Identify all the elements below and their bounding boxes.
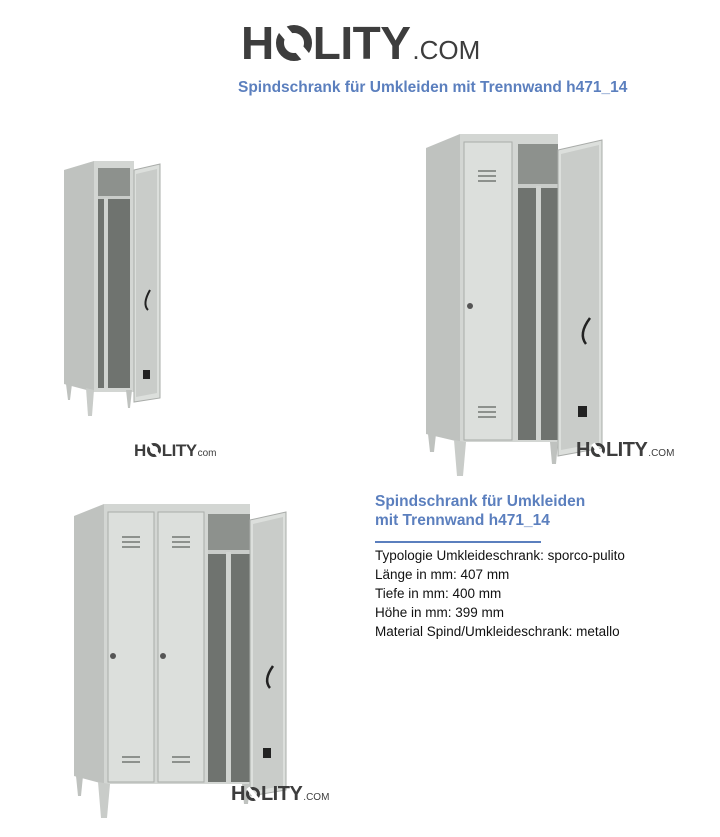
logo-text: LITY: [260, 783, 303, 805]
locker-image-single: [58, 158, 166, 418]
spec-depth: Tiefe in mm: 400 mm: [375, 586, 502, 601]
logo-letter-h: H: [134, 441, 146, 460]
spec-typology: Typologie Umkleideschrank: sporco-pulito: [375, 548, 625, 563]
logo-ring-icon: [591, 443, 605, 457]
product-heading-line: Spindschrank für Umkleiden: [375, 493, 586, 510]
holity-logo[interactable]: [241, 17, 481, 73]
holity-logo-small[interactable]: [231, 784, 329, 808]
logo-ring-icon: [246, 787, 260, 801]
logo-domain: .COM: [303, 792, 330, 803]
logo-domain: com: [197, 448, 217, 459]
logo-letter-h: H: [241, 17, 274, 69]
logo-text: LITY: [312, 17, 411, 69]
logo-text: LITY: [161, 441, 197, 460]
spec-material: Material Spind/Umkleideschrank: metallo: [375, 624, 620, 639]
heading-divider: [375, 541, 541, 543]
logo-ring-icon: [276, 25, 312, 61]
product-heading-line: mit Trennwand h471_14: [375, 512, 550, 529]
logo-domain: .COM: [648, 448, 675, 459]
logo-text: LITY: [605, 439, 648, 461]
logo-domain: .COM: [412, 35, 481, 65]
logo-letter-h: H: [576, 439, 590, 461]
spec-height: Höhe in mm: 399 mm: [375, 605, 505, 620]
spec-length: Länge in mm: 407 mm: [375, 567, 510, 582]
locker-image-triple: [68, 500, 290, 820]
logo-ring-icon: [147, 443, 161, 457]
holity-logo-small[interactable]: [576, 440, 674, 464]
locker-image-double: [420, 130, 610, 478]
product-heading: [375, 492, 585, 530]
logo-letter-h: H: [231, 783, 245, 805]
holity-logo-small[interactable]: [134, 442, 217, 462]
spec-list: [375, 546, 625, 641]
page-title: Spindschrank für Umkleiden mit Trennwand h471_14: [238, 79, 628, 96]
